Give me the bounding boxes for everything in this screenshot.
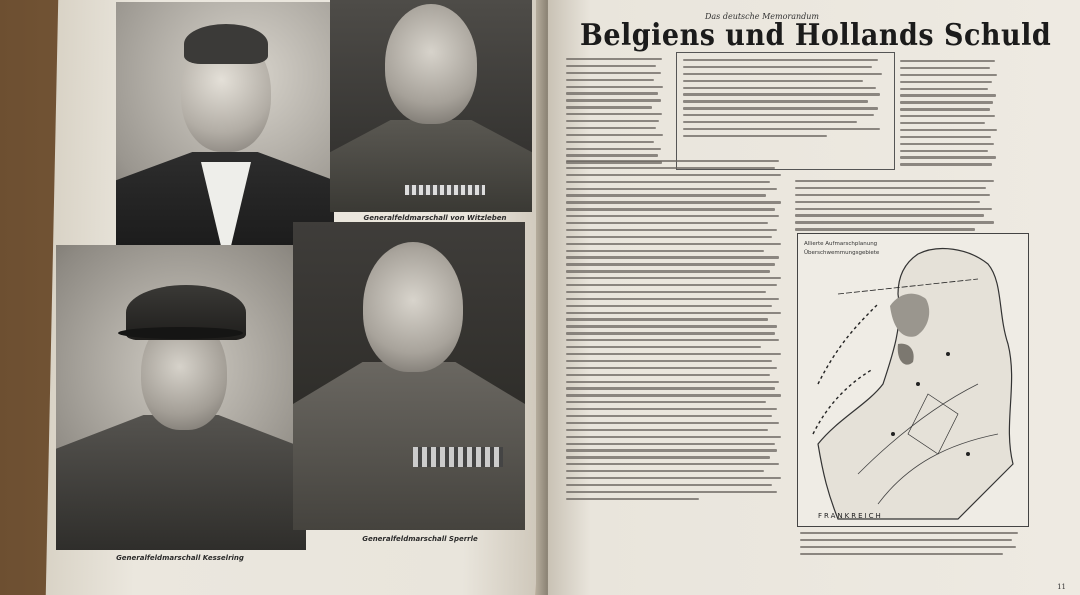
page-number: 11 [1057, 583, 1066, 591]
map-belgium-holland [797, 233, 1029, 527]
photo-caption-3: Generalfeldmarschall Kesselring [116, 554, 244, 562]
map-legend-item-2: Überschwemmungsgebiete [804, 250, 880, 256]
portrait-photo-3 [56, 245, 306, 550]
article-column-3-mid [795, 180, 1000, 235]
map-legend [804, 240, 879, 258]
photo-caption-2: Generalfeldmarschall von Witzleben [363, 214, 507, 222]
article-body [566, 160, 788, 505]
portrait-photo-1 [116, 2, 334, 246]
article-column-3-upper [900, 60, 1000, 170]
article-column-1 [566, 58, 666, 168]
portrait-photo-4 [293, 222, 525, 530]
portrait-photo-2 [330, 0, 532, 212]
article-kicker: Das deutsche Memorandum [705, 12, 820, 21]
map-legend-item-1: Allierte Aufmarschplanung [804, 241, 878, 247]
map-caption-text [800, 532, 1025, 560]
article-headline: Belgiens und Hollands Schuld [580, 18, 1052, 53]
map-drawing [798, 234, 1028, 526]
article-summary-box [676, 52, 895, 170]
photo-caption-4: Generalfeldmarschall Sperrle [362, 535, 478, 543]
map-region-label: FRANKREICH [818, 512, 883, 520]
